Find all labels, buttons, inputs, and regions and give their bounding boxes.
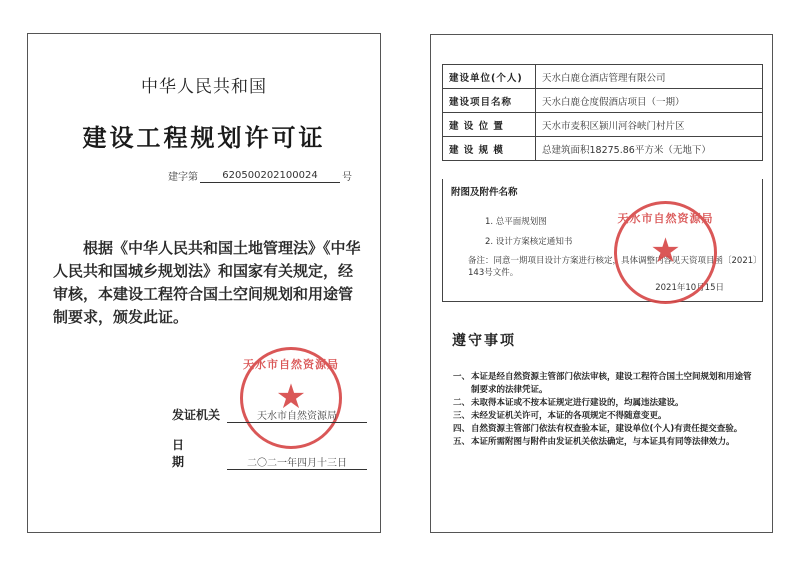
attachments-title: 附图及附件名称 [451, 187, 518, 198]
certificate-number: 620500202100024 [200, 170, 340, 183]
attachments-note: 备注：同意一期项目设计方案进行核定，具体调整内容见天资项目函〔2021〕143号文件。 [468, 256, 758, 278]
item-number: 五、 [453, 437, 471, 447]
row-value: 总建筑面积18275.86平方米（无地下） [536, 137, 763, 161]
row-key: 建设单位(个人) [443, 65, 536, 89]
attachment-item: 1. 总平面规划图 [485, 217, 547, 227]
item-number: 四、 [453, 424, 471, 434]
row-value: 天水市麦积区颍川河谷峡门村片区 [536, 113, 763, 137]
attachments-date: 2021年10月15日 [655, 283, 724, 293]
item-text: 未取得本证或不按本证规定进行建设的，均属违法建设。 [471, 398, 684, 408]
row-key: 建 设 位 置 [443, 113, 536, 137]
list-item [453, 410, 753, 423]
number-suffix: 号 [342, 172, 352, 183]
seal-text: 天水市自然资源局 [243, 358, 339, 371]
table-row [443, 89, 763, 113]
attachment-item: 2. 设计方案核定通知书 [485, 237, 573, 247]
table-row [443, 113, 763, 137]
project-info-table [442, 64, 763, 161]
issuer-value: 天水市自然资源局 [227, 407, 367, 423]
item-number: 三、 [453, 411, 471, 421]
certificate-back-page [430, 34, 773, 533]
issuer-label: 发证机关 [172, 408, 221, 422]
item-text: 未经发证机关许可，本证的各项规定不得随意变更。 [471, 411, 667, 421]
official-seal-icon [614, 201, 717, 304]
item-text: 本证所需附图与附件由发证机关依法确定，与本证具有同等法律效力。 [471, 437, 735, 447]
item-number: 二、 [453, 398, 471, 408]
table-row [443, 65, 763, 89]
row-key: 建 设 规 模 [443, 137, 536, 161]
star-icon: ★ [650, 231, 681, 271]
item-number: 一、 [453, 372, 471, 382]
official-seal-icon [240, 347, 342, 449]
seal-text: 天水市自然资源局 [617, 212, 714, 225]
obey-title: 遵守事项 [452, 333, 516, 349]
item-text: 本证是经自然资源主管部门依法审核，建设工程符合国土空间规划和用途管制要求的法律凭证。 [471, 372, 752, 395]
date-line [172, 436, 367, 470]
body-paragraph: 根据《中华人民共和国土地管理法》《中华人民共和国城乡规划法》和国家有关规定，经审核，本建设工程符合国土空间规划和用途管制要求，颁发此证。 [53, 239, 361, 326]
table-row [443, 137, 763, 161]
list-item [453, 423, 753, 436]
issuer-line [172, 406, 367, 423]
certificate-title: 建设工程规划许可证 [82, 124, 326, 152]
date-label: 日期 [172, 438, 205, 469]
row-value: 天水白鹿仓度假酒店项目（一期） [536, 89, 763, 113]
certificate-number-line [168, 168, 352, 183]
row-key: 建设项目名称 [443, 89, 536, 113]
certificate-front-page [27, 33, 381, 533]
list-item [453, 397, 753, 410]
certificate-body [53, 237, 363, 329]
date-value: 二〇二一年四月十三日 [227, 454, 367, 470]
row-value: 天水白鹿仓酒店管理有限公司 [536, 65, 763, 89]
number-prefix: 建字第 [168, 172, 198, 183]
country-name: 中华人民共和国 [141, 77, 267, 97]
list-item [453, 436, 753, 449]
item-text: 自然资源主管部门依法有权查验本证，建设单位(个人)有责任提交查验。 [471, 424, 743, 434]
star-icon: ★ [275, 377, 307, 417]
obey-list [453, 371, 753, 449]
list-item [453, 371, 753, 397]
